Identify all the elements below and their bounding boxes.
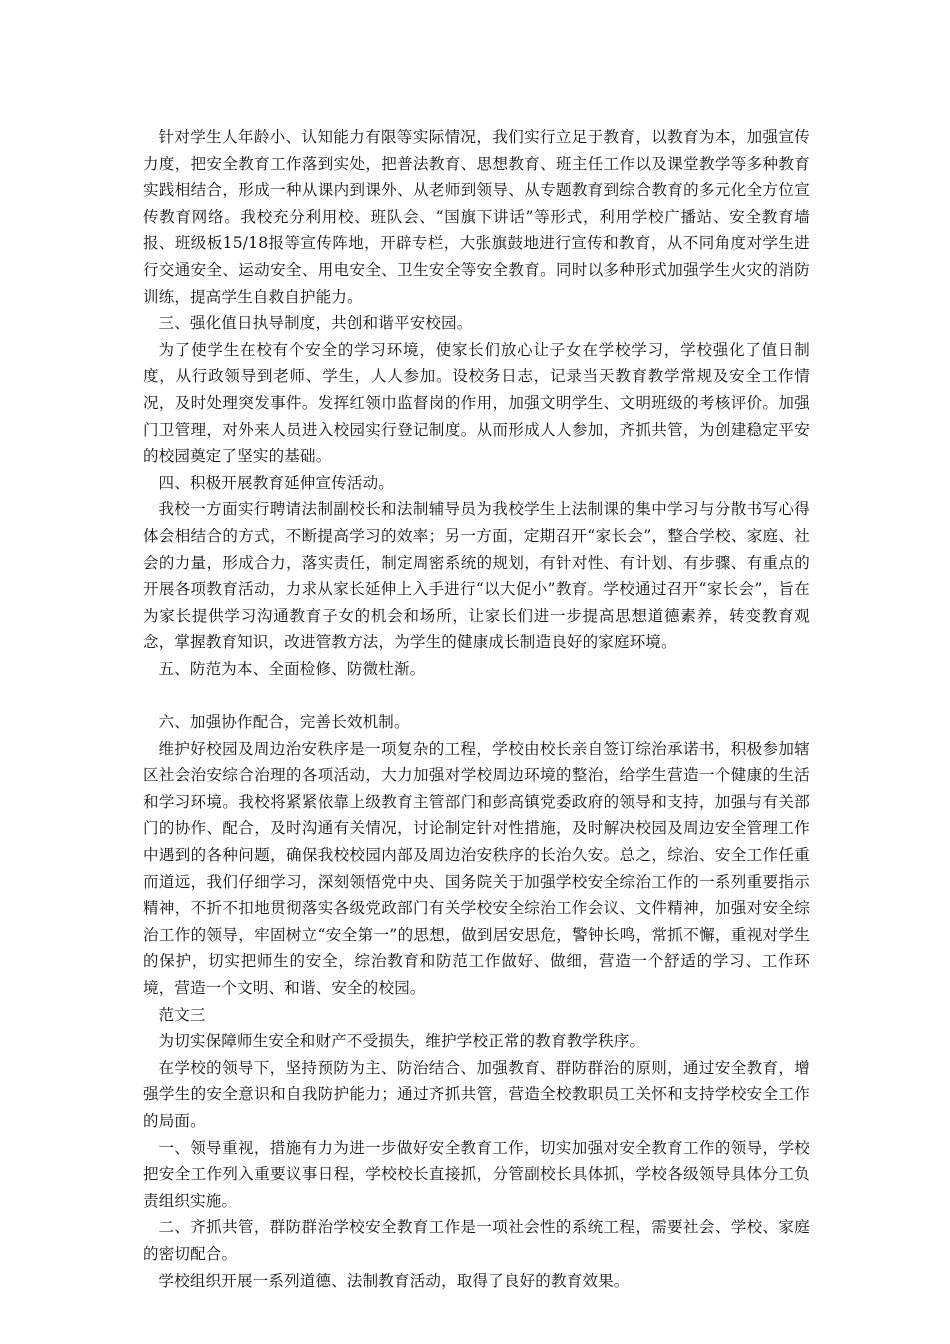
paragraph-8: 二、齐抓共管，群防群治学校安全教育工作是一项社会性的系统工程，需要社会、学校、家庭的密切配合。 xyxy=(143,1218,810,1263)
paragraph-5: 为切实保障师生安全和财产不受损失，维护学校正常的教育教学秩序。 xyxy=(158,1032,646,1051)
paragraph-3: 我校一方面实行聘请法制副校长和法制辅导员为我校学生上法制课的集中学习与分散书写心得体会相结合的方式，不断提高学习的效率；另一方面，定期召开“家长会”，整合学校、家庭、社会的力量，形成合力，落实责任，制定周密系统的规划，有针对性、有计划、有步骤、有重点的开展各项教育活动，力求从家长延伸上入手进行“以大促小”教育。学校通过召开“家长会”，旨在为家长提供学习沟通教育子女的机会和场所，让家长们进一步提高思想道德素养，转变教育观念，掌握教育知识，改进管教方法，为学生的健康成长制造良好的家庭环境。 xyxy=(143,500,810,652)
blank-line xyxy=(143,682,810,709)
paragraph-4: 维护好校园及周边治安秩序是一项复杂的工程，学校由校长亲自签订综治承诺书，积极参加辖区社会治安综合治理的各项活动，大力加强对学校周边环境的整治，给学生营造一个健康的生活和学习环境。我校将紧紧依靠上级教育主管部门和彭高镇党委政府的领导和支持，加强与有关部门的协作、配合，及时沟通有关情况，讨论制定针对性措施，及时解决校园及周边安全管理工作中遇到的各种问题，确保我校校园内部及周边治安秩序的长治久安。总之，综治、安全工作任重而道远，我们仔细学习，深刻领悟党中央、国务院关于加强学校安全综治工作的一系列重要指示精神，不折不扣地贯彻落实各级党政部门有关学校安全综治工作会议、文件精神，加强对安全综治工作的领导，牢固树立“安全第一”的思想，做到居安思危，警钟长鸣，常抓不懈，重视对学生的保护，切实把师生的安全，综治教育和防范工作做好、做细，营造一个舒适的学习、工作环境，营造一个文明、和谐、安全的校园。 xyxy=(143,739,810,997)
section-heading-3: 三、强化值日执导制度，共创和谐平安校园。 xyxy=(158,314,473,333)
section-heading-6: 六、加强协作配合，完善长效机制。 xyxy=(158,713,410,732)
paragraph-1: 针对学生人年龄小、认知能力有限等实际情况，我们实行立足于教育，以教育为本，加强宣传力度，把安全教育工作落到实处，把普法教育、思想教育、班主任工作以及课堂教学等多种教育实践相结合，形成一种从课内到课外、从老师到领导、从专题教育到综合教育的多元化全方位宣传教育网络。我校充分利用校、班队会、“国旗下讲话”等形式，利用学校广播站、安全教育墙报、班级板15/18报等宣传阵地，开辟专栏，大张旗鼓地进行宣传和教育，从不同角度对学生进行交通安全、运动安全、用电安全、卫生安全等安全教育。同时以多种形式加强学生火灾的消防训练，提高学生自救自护能力。 xyxy=(143,128,810,306)
paragraph-6: 在学校的领导下，坚持预防为主、防治结合、加强教育、群防群治的原则，通过安全教育，增强学生的安全意识和自我防护能力；通过齐抓共管，营造全校教职员工关怀和支持学校安全工作的局面。 xyxy=(143,1058,810,1130)
section-heading-5: 五、防范为本、全面检修、防微杜渐。 xyxy=(158,659,426,678)
paragraph-2: 为了使学生在校有个安全的学习环境，使家长们放心让子女在学校学习，学校强化了值日制度，从行政领导到老师、学生，人人参加。设校务日志，记录当天教育教学常规及安全工作情况，及时处理突发事件。发挥红领巾监督岗的作用，加强文明学生、文明班级的考核评价。加强门卫管理，对外来人员进入校园实行登记制度。从而形成人人参加，齐抓共管，为创建稳定平安的校园奠定了坚实的基础。 xyxy=(143,340,810,466)
section-heading-4: 四、积极开展教育延伸宣传活动。 xyxy=(158,473,395,492)
paragraph-7: 一、领导重视，措施有力为进一步做好安全教育工作，切实加强对安全教育工作的领导，学校把安全工作列入重要议事日程，学校校长直接抓，分管副校长具体抓，学校各级领导具体分工负责组织实施。 xyxy=(143,1138,810,1210)
paragraph-9: 学校组织开展一系列道德、法制教育活动，取得了良好的教育效果。 xyxy=(158,1271,630,1290)
document-body xyxy=(143,124,810,1294)
sample-title: 范文三 xyxy=(158,1005,206,1024)
